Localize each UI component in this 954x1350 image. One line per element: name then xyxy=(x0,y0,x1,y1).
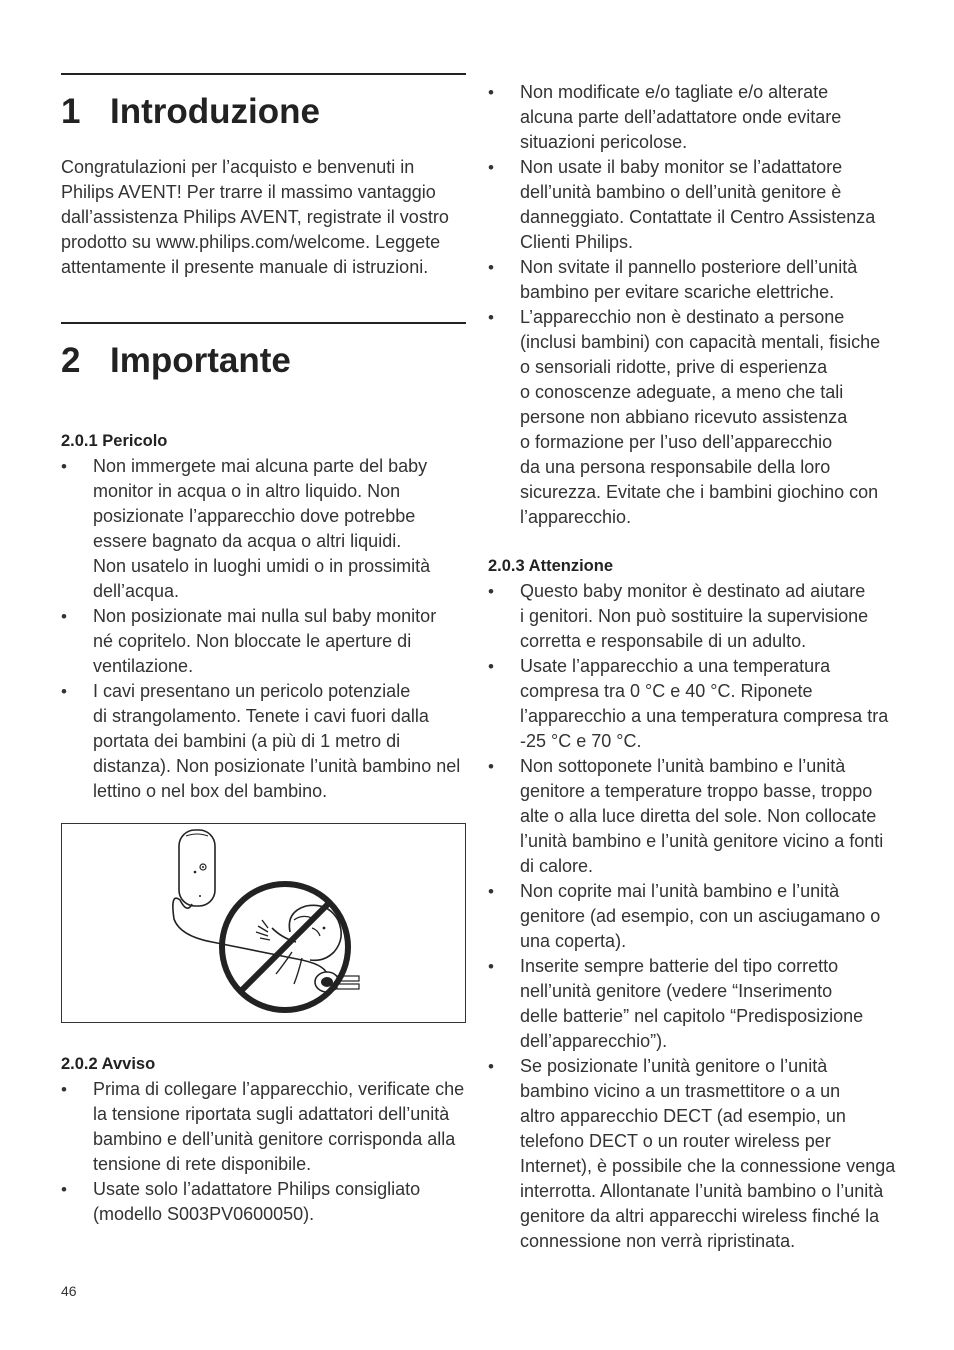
text-line: alcuna parte dell’adattatore onde evitare xyxy=(520,107,842,127)
text-line: corretta e responsabile di un adulto. xyxy=(520,631,807,651)
list-item xyxy=(488,954,895,1054)
list-item xyxy=(488,305,880,530)
list-item xyxy=(61,679,460,804)
text-line: connessione non verrà ripristinata. xyxy=(520,1231,796,1251)
section-number: 2 xyxy=(61,341,81,380)
text-line: monitor in acqua o in altro liquido. Non xyxy=(93,481,401,501)
text-line: da una persona responsabile della loro xyxy=(520,457,831,477)
text-line: ventilazione. xyxy=(93,656,194,676)
bullet-icon: • xyxy=(488,83,494,102)
text-line: distanza). Non posizionate l’unità bambino nel xyxy=(93,756,461,776)
section-divider xyxy=(61,322,466,324)
text-line: interrotta. Allontanate l’unità bambino o l’unità xyxy=(520,1181,884,1201)
text-line: Non immergete mai alcuna parte del baby xyxy=(93,456,428,476)
text-line: bambino per evitare scariche elettriche. xyxy=(520,282,835,302)
bullet-icon: • xyxy=(61,457,67,476)
list-item xyxy=(488,654,895,754)
text-line: Non modificate e/o tagliate e/o alterate xyxy=(520,82,829,102)
pericolo-list xyxy=(61,454,460,804)
text-line: nell’unità genitore (vedere “Inserimento xyxy=(520,981,833,1001)
bullet-icon: • xyxy=(488,757,494,776)
avviso-heading: 2.0.2 Avviso xyxy=(61,1055,156,1073)
bullet-icon: • xyxy=(488,158,494,177)
text-line: né copritelo. Non bloccate le aperture di xyxy=(93,631,412,651)
avviso-list-continued xyxy=(488,80,880,530)
list-item xyxy=(488,579,895,654)
bullet-icon: • xyxy=(488,308,494,327)
text-line: Usate l’apparecchio a una temperatura xyxy=(520,656,831,676)
text-line: compresa tra 0 °C e 40 °C. Riponete xyxy=(520,681,813,701)
section-title-text: Introduzione xyxy=(110,92,320,131)
text-line: portata dei bambini (a più di 1 metro di xyxy=(93,731,401,751)
text-line: la tensione riportata sugli adattatori dell’unità xyxy=(93,1104,450,1124)
attenzione-heading: 2.0.3 Attenzione xyxy=(488,557,613,575)
list-item xyxy=(61,454,460,604)
text-line: bambino e dell’unità genitore corrisponda alla xyxy=(93,1129,456,1149)
attenzione-list xyxy=(488,579,895,1254)
text-line: posizionate l’apparecchio dove potrebbe xyxy=(93,506,416,526)
bullet-icon: • xyxy=(61,1180,67,1199)
bullet-icon: • xyxy=(488,957,494,976)
text-line: genitore da altri apparecchi wireless finché la xyxy=(520,1206,880,1226)
section-number: 1 xyxy=(61,92,81,131)
text-line: prodotto su www.philips.com/welcome. Leggete xyxy=(61,232,441,252)
text-line: Clienti Philips. xyxy=(520,232,634,252)
text-line: di calore. xyxy=(520,856,594,876)
list-item xyxy=(488,879,895,954)
text-line: Congratulazioni per l’acquisto e benvenuti in xyxy=(61,157,415,177)
text-line: attentamente il presente manuale di istruzioni. xyxy=(61,257,429,277)
list-item xyxy=(488,155,880,255)
text-line: I cavi presentano un pericolo potenziale xyxy=(93,681,411,701)
bullet-icon: • xyxy=(488,882,494,901)
text-line: Non posizionate mai nulla sul baby monitor xyxy=(93,606,437,626)
list-item xyxy=(488,1054,895,1254)
text-line: situazioni pericolose. xyxy=(520,132,688,152)
text-line: Non usatelo in luoghi umidi o in prossimità xyxy=(93,556,431,576)
bullet-icon: • xyxy=(488,258,494,277)
text-line: l’unità bambino e l’unità genitore vicino a fonti xyxy=(520,831,884,851)
text-line: l’apparecchio. xyxy=(520,507,632,527)
text-line: dell’apparecchio”). xyxy=(520,1031,668,1051)
text-line: L’apparecchio non è destinato a persone xyxy=(520,307,845,327)
bullet-icon: • xyxy=(488,1057,494,1076)
text-line: una coperta). xyxy=(520,931,627,951)
bullet-icon: • xyxy=(488,657,494,676)
list-item xyxy=(488,255,880,305)
text-line: Se posizionate l’unità genitore o l’unità xyxy=(520,1056,828,1076)
text-line: Non svitate il pannello posteriore dell’unità xyxy=(520,257,858,277)
section-1-title xyxy=(61,92,320,132)
text-line: o formazione per l’uso dell’apparecchio xyxy=(520,432,833,452)
text-line: Non coprite mai l’unità bambino e l’unità xyxy=(520,881,840,901)
section-divider xyxy=(61,73,466,75)
text-line: Non sottoponete l’unità bambino e l’unità xyxy=(520,756,846,776)
bullet-icon: • xyxy=(61,1080,67,1099)
text-line: alte o alla luce diretta del sole. Non collocate xyxy=(520,806,877,826)
list-item xyxy=(61,604,460,679)
text-line: lettino o nel box del bambino. xyxy=(93,781,328,801)
page-number: 46 xyxy=(61,1283,77,1299)
text-line: delle batterie” nel capitolo “Predisposizione xyxy=(520,1006,864,1026)
intro-paragraph xyxy=(61,155,466,280)
text-line: altro apparecchio DECT (ad esempio, un xyxy=(520,1106,846,1126)
text-line: danneggiato. Contattate il Centro Assistenza xyxy=(520,207,876,227)
text-line: (inclusi bambini) con capacità mentali, fisiche xyxy=(520,332,881,352)
text-line: sicurezza. Evitate che i bambini giochino con xyxy=(520,482,879,502)
text-line: Internet), è possibile che la connessione venga xyxy=(520,1156,896,1176)
text-line: dell’unità bambino o dell’unità genitore è xyxy=(520,182,842,202)
list-item xyxy=(61,1177,464,1227)
text-line: o sensoriali ridotte, prive di esperienza xyxy=(520,357,828,377)
text-line: bambino vicino a un trasmettitore o a un xyxy=(520,1081,841,1101)
text-line: genitore a temperature troppo basse, troppo xyxy=(520,781,873,801)
list-item xyxy=(488,754,895,879)
bullet-icon: • xyxy=(61,607,67,626)
text-line: Questo baby monitor è destinato ad aiutare xyxy=(520,581,866,601)
text-line: essere bagnato da acqua o altri liquidi. xyxy=(93,531,402,551)
warning-illustration xyxy=(61,823,466,1023)
text-line: dall’assistenza Philips AVENT, registrate il vostro xyxy=(61,207,449,227)
text-line: genitore (ad esempio, con un asciugamano o xyxy=(520,906,881,926)
text-line: l’apparecchio a una temperatura compresa tra xyxy=(520,706,889,726)
text-line: o conoscenze adeguate, a meno che tali xyxy=(520,382,844,402)
text-line: Inserite sempre batterie del tipo corretto xyxy=(520,956,839,976)
text-line: Philips AVENT! Per trarre il massimo vantaggio xyxy=(61,182,436,202)
list-item xyxy=(61,1077,464,1177)
text-line: Usate solo l’adattatore Philips consigliato xyxy=(93,1179,421,1199)
text-line: i genitori. Non può sostituire la supervisione xyxy=(520,606,869,626)
section-2-title xyxy=(61,341,291,381)
bullet-icon: • xyxy=(61,682,67,701)
no-cord-near-baby-icon xyxy=(62,824,465,1022)
section-title-text: Importante xyxy=(110,341,291,380)
text-line: Prima di collegare l’apparecchio, verificate che xyxy=(93,1079,465,1099)
list-item xyxy=(488,80,880,155)
avviso-list xyxy=(61,1077,464,1227)
text-line: (modello S003PV0600050). xyxy=(93,1204,315,1224)
pericolo-heading: 2.0.1 Pericolo xyxy=(61,432,168,450)
text-line: -25 °C e 70 °C. xyxy=(520,731,642,751)
text-line: tensione di rete disponibile. xyxy=(93,1154,312,1174)
text-line: persone non abbiano ricevuto assistenza xyxy=(520,407,848,427)
text-line: di strangolamento. Tenete i cavi fuori dalla xyxy=(93,706,429,726)
bullet-icon: • xyxy=(488,582,494,601)
text-line: Non usate il baby monitor se l’adattatore xyxy=(520,157,843,177)
text-line: dell’acqua. xyxy=(93,581,180,601)
text-line: telefono DECT o un router wireless per xyxy=(520,1131,831,1151)
